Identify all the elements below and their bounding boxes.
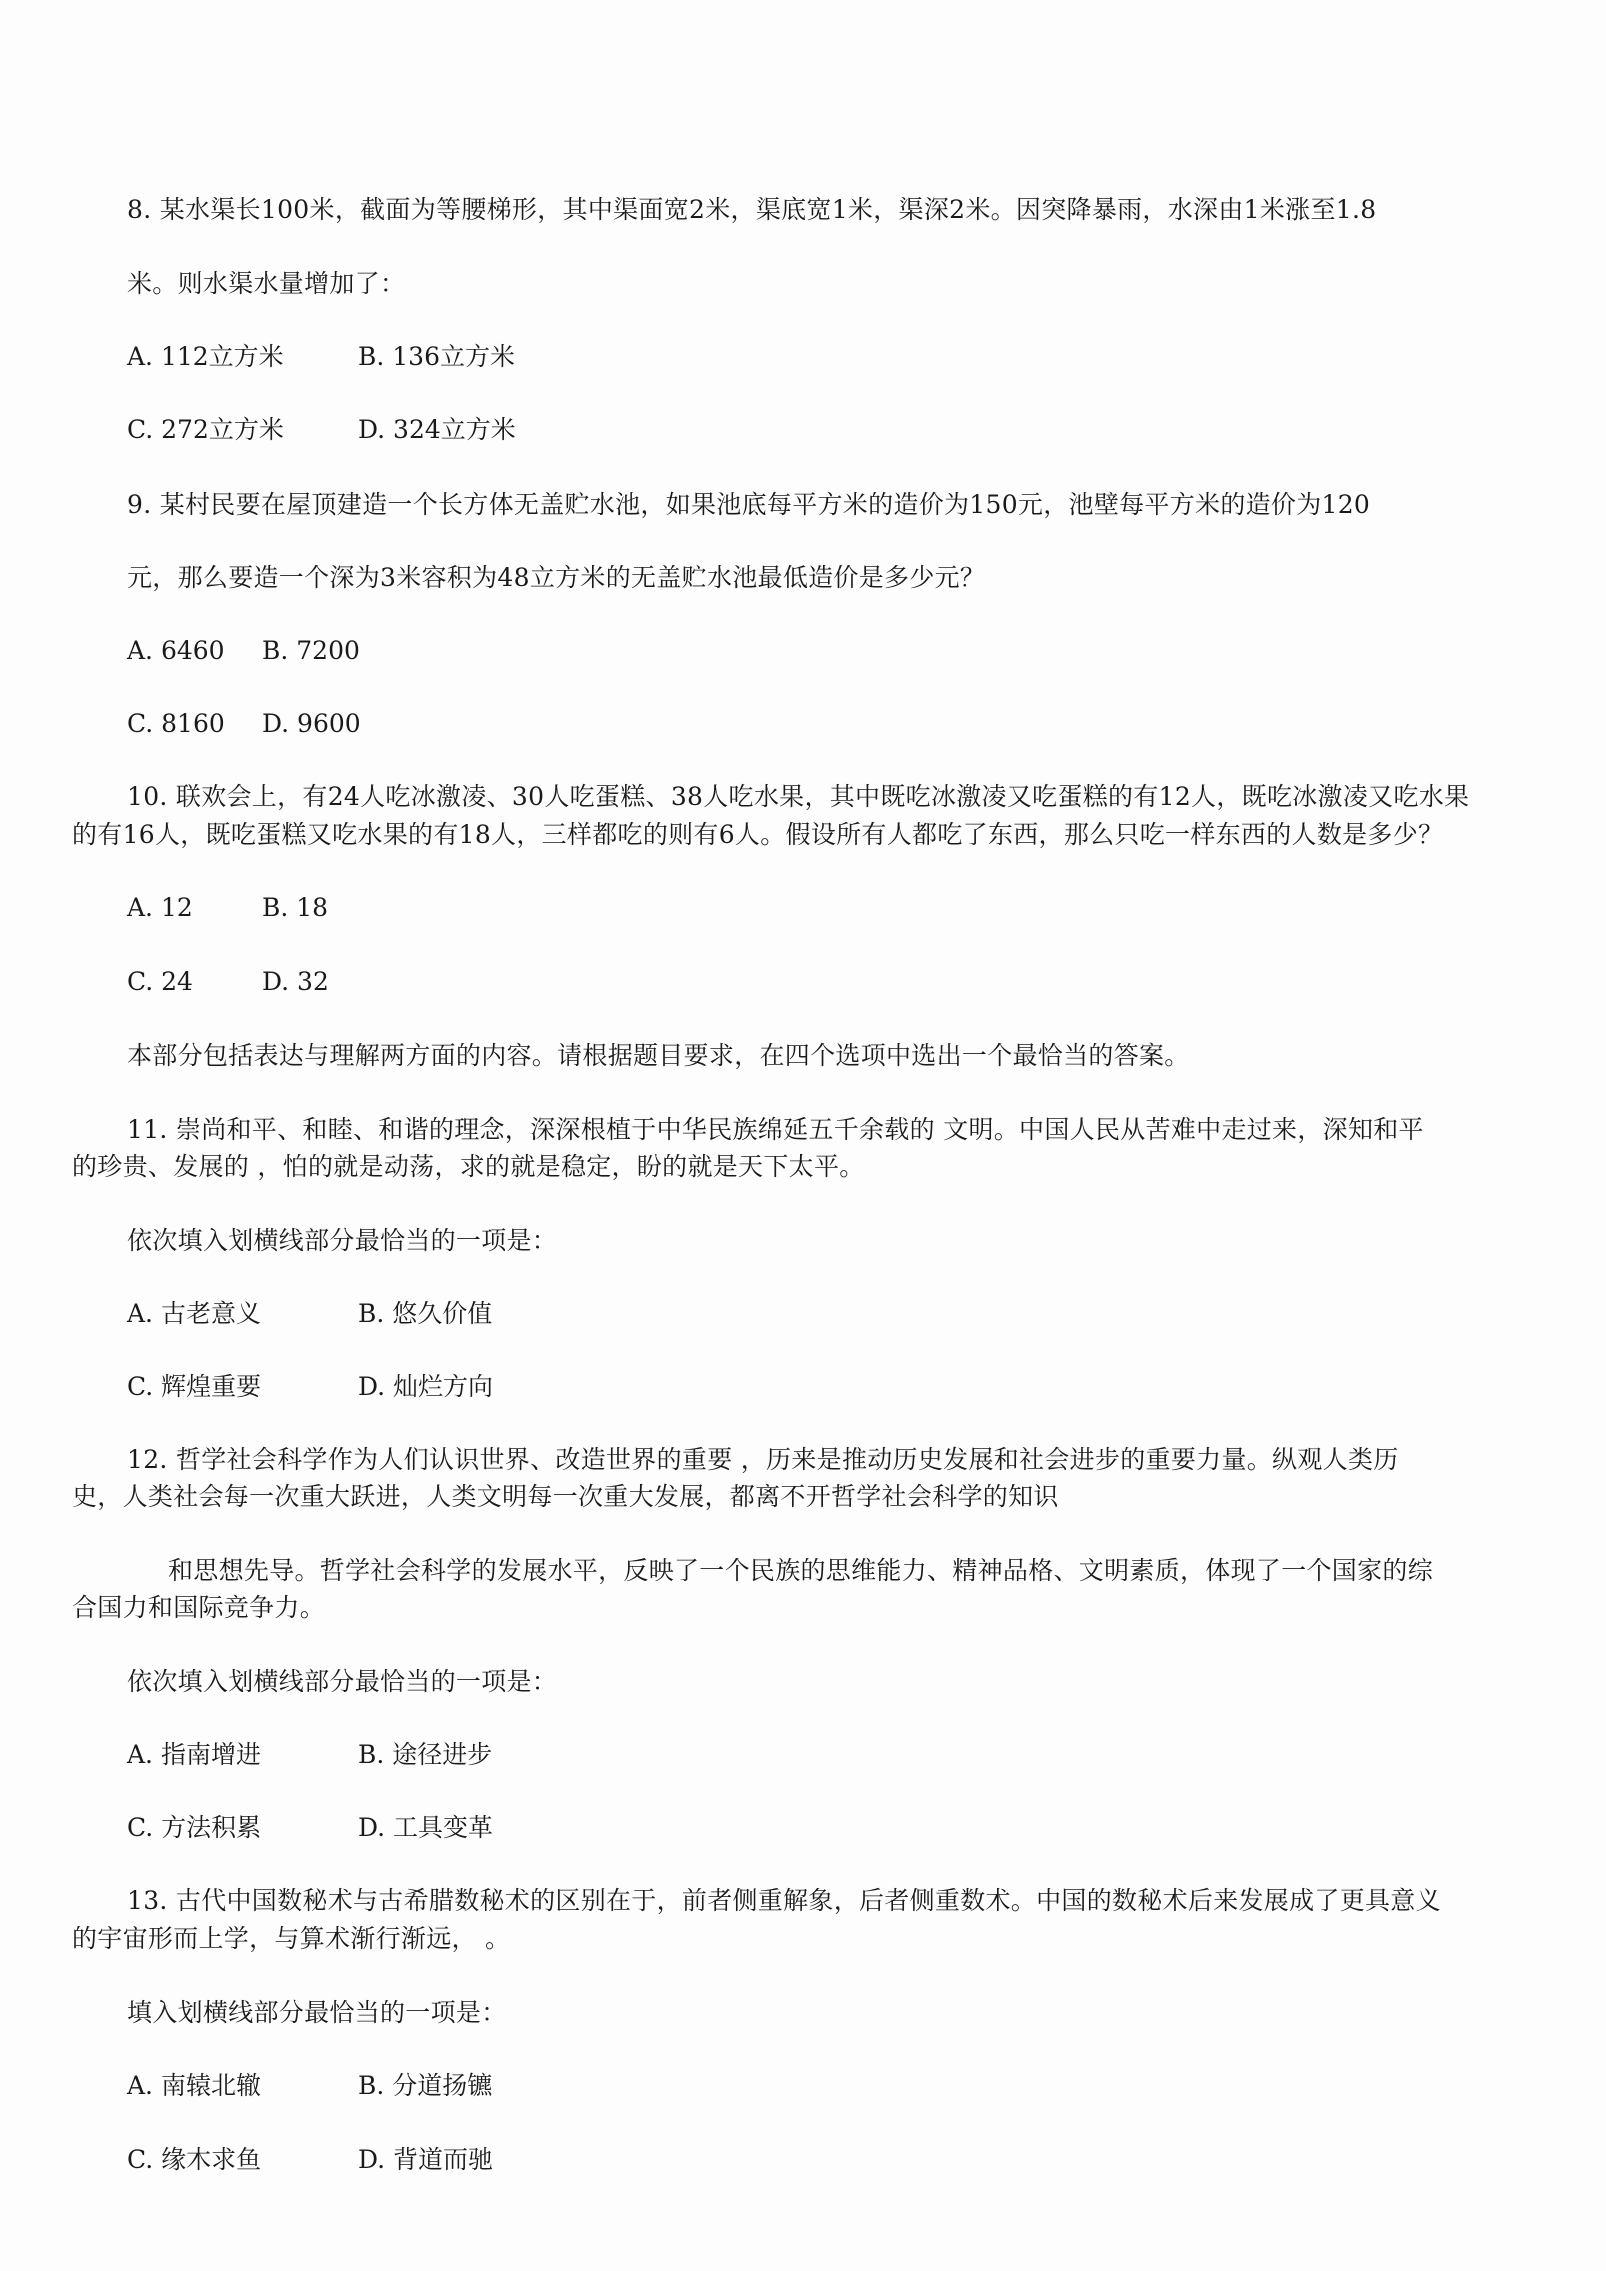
q9-option-c: C. 8160 — [127, 709, 225, 738]
q13-option-d: D. 背道而驰 — [358, 2145, 494, 2174]
q12-line2: 史，人类社会每一次重大跃进，人类文明每一次重大发展，都离不开哲学社会科学的知识 — [72, 1482, 1059, 1511]
q12-line1: 12. 哲学社会科学作为人们认识世界、改造世界的重要 ，历来是推动历史发展和社会进步的重要力量。纵观人类历 — [127, 1445, 1399, 1474]
q9-line1: 9. 某村民要在屋顶建造一个长方体无盖贮水池，如果池底每平方米的造价为150元，池壁每平方米的造价为120 — [127, 490, 1371, 519]
q10-option-c: C. 24 — [127, 967, 193, 996]
q13-line1: 13. 古代中国数秘术与古希腊数秘术的区别在于，前者侧重解象，后者侧重数术。中国的数秘术后来发展成了更具意义 — [127, 1886, 1441, 1915]
q9-option-d: D. 9600 — [262, 709, 361, 738]
q9-option-b: B. 7200 — [262, 636, 360, 665]
q8-option-c: C. 272立方米 — [127, 415, 284, 444]
q8-option-a: A. 112立方米 — [127, 342, 284, 371]
q12-option-b: B. 途径进步 — [358, 1740, 493, 1769]
q9-line2: 元，那么要造一个深为3米容积为48立方米的无盖贮水池最低造价是多少元？ — [127, 563, 986, 592]
q11-prompt: 依次填入划横线部分最恰当的一项是： — [127, 1226, 558, 1255]
q11-line2: 的珍贵、发展的 ，怕的就是动荡，求的就是稳定，盼的就是天下太平。 — [72, 1152, 865, 1181]
q10-line1: 10. 联欢会上，有24人吃冰激凌、30人吃蛋糕、38人吃水果，其中既吃冰激凌又吃蛋糕的有12人，既吃冰激凌又吃水果 — [127, 782, 1470, 811]
q8-line1: 8. 某水渠长100米，截面为等腰梯形，其中渠面宽2米，渠底宽1米，渠深2米。因突降暴雨，水深由1米涨至1.8 — [127, 195, 1377, 224]
q11-option-d: D. 灿烂方向 — [358, 1372, 494, 1401]
q9-option-a: A. 6460 — [127, 636, 225, 665]
q11-line1: 11. 崇尚和平、和睦、和谐的理念，深深根植于中华民族绵延五千余载的 文明。中国人民从苦难中走过来，深知和平 — [127, 1115, 1424, 1144]
q13-line2: 的宇宙形而上学，与算术渐行渐远， 。 — [72, 1924, 511, 1953]
q11-option-c: C. 辉煌重要 — [127, 1372, 262, 1401]
q12-line4: 合国力和国际竞争力。 — [72, 1593, 326, 1622]
q12-prompt: 依次填入划横线部分最恰当的一项是： — [127, 1667, 558, 1696]
q8-line2: 米。则水渠水量增加了： — [127, 269, 406, 298]
q10-option-d: D. 32 — [262, 967, 329, 996]
q13-option-c: C. 缘木求鱼 — [127, 2145, 262, 2174]
q12-option-a: A. 指南增进 — [127, 1740, 261, 1769]
q13-option-a: A. 南辕北辙 — [127, 2071, 261, 2100]
q12-option-d: D. 工具变革 — [358, 1813, 494, 1842]
q13-option-b: B. 分道扬镳 — [358, 2071, 493, 2100]
q10-option-b: B. 18 — [262, 893, 329, 922]
q8-option-b: B. 136立方米 — [358, 342, 515, 371]
q12-option-c: C. 方法积累 — [127, 1813, 262, 1842]
q11-option-a: A. 古老意义 — [127, 1299, 261, 1328]
q10-line2: 的有16人，既吃蛋糕又吃水果的有18人，三样都吃的则有6人。假设所有人都吃了东西，那么只吃一样东西的人数是多少？ — [72, 820, 1444, 849]
q8-option-d: D. 324立方米 — [358, 415, 516, 444]
section-intro: 本部分包括表达与理解两方面的内容。请根据题目要求，在四个选项中选出一个最恰当的答案。 — [127, 1041, 1190, 1070]
q11-option-b: B. 悠久价值 — [358, 1299, 493, 1328]
q13-prompt: 填入划横线部分最恰当的一项是： — [127, 1998, 507, 2027]
q12-line3: 和思想先导。哲学社会科学的发展水平，反映了一个民族的思维能力、精神品格、文明素质，体现了一个国家的综 — [168, 1556, 1434, 1585]
q10-option-a: A. 12 — [127, 893, 193, 922]
